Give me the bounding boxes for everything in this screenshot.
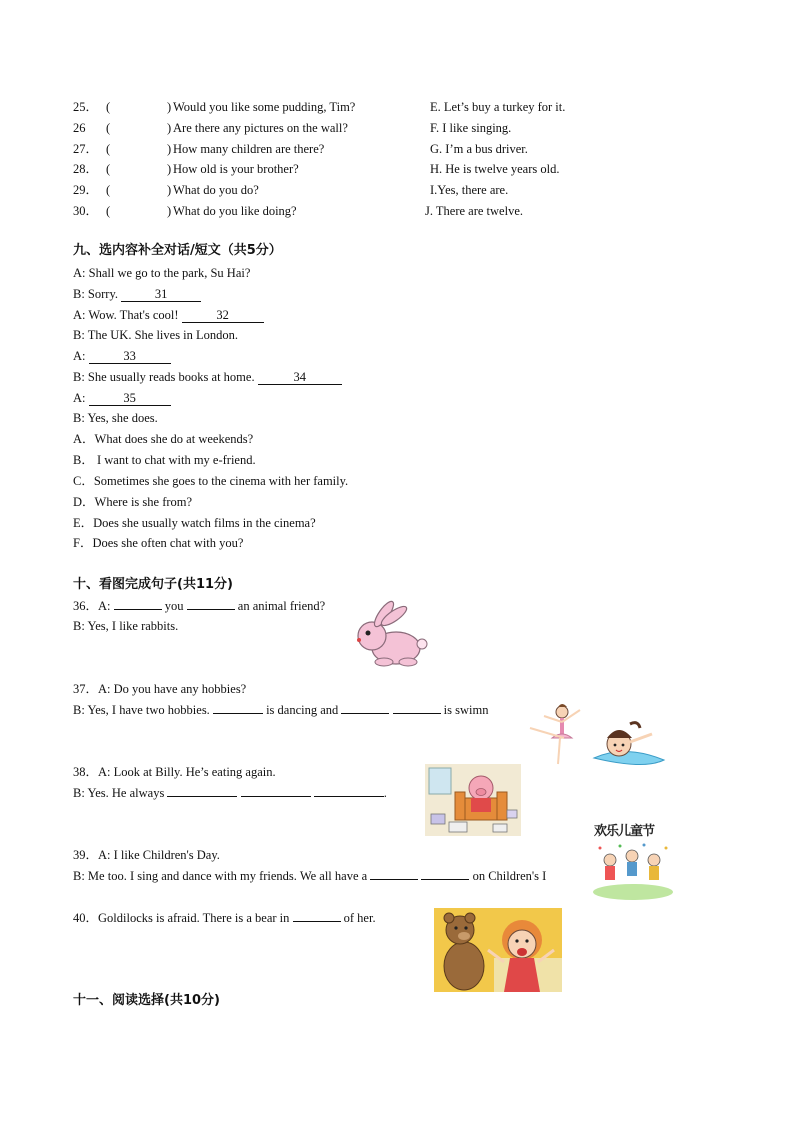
answer-option: F. I like singing. [430,121,512,135]
question-37-a: 37．A: Do you have any hobbies? [73,682,247,696]
answer-option: J. There are twelve. [425,204,523,218]
blank-34[interactable]: 34 [258,371,342,385]
question-number: 27． [73,142,99,156]
dialogue-line: A: Wow. That's cool! 32 [73,307,264,323]
answer-paren-close[interactable]: ) [167,142,172,156]
answer-paren-close[interactable]: ) [167,121,172,135]
answer-blank[interactable] [421,879,469,880]
answer-option: G. I’m a bus driver. [430,142,528,156]
dialogue-line: A: Shall we go to the park, Su Hai? [73,266,251,280]
dialogue-line: B: The UK. She lives in London. [73,328,239,342]
question-39-b: B: Me too. I sing and dance with my friends. We all have a on Children's I [73,869,547,883]
question-number: 30． [73,204,99,218]
question-number: 28． [73,162,99,176]
option-item: E．Does she usually watch films in the cinema? [73,516,316,530]
goldilocks-bear-illustration [434,908,562,992]
question-text: Are there any pictures on the wall? [173,121,348,135]
answer-paren-close[interactable]: ) [167,162,172,176]
answer-paren-open[interactable]: ( [106,121,111,135]
question-36-a: 36．A: you an animal friend? [73,599,326,613]
answer-option: I.Yes, there are. [430,183,509,197]
section11-heading: 十一、阅读选择(共10分) [73,993,220,1008]
section10-heading: 十、看图完成句子(共11分) [73,577,233,592]
option-item: C．Sometimes she goes to the cinema with her family. [73,474,349,488]
answer-blank[interactable] [213,713,263,714]
question-36-b: B: Yes, I like rabbits. [73,619,179,633]
dialogue-line: B: She usually reads books at home. 34 [73,369,342,385]
answer-paren-open[interactable]: ( [106,183,111,197]
answer-blank[interactable] [187,609,235,610]
question-number: 25． [73,100,99,114]
childrens-day-banner: 欢乐儿童节 [594,824,655,839]
childrens-day-illustration [592,820,674,900]
answer-paren-close[interactable]: ) [167,204,172,218]
section9-heading: 九、选内容补全对话/短文（共5分） [73,243,282,258]
question-text: What do you like doing? [173,204,297,218]
question-39-a: 39．A: I like Children's Day. [73,848,220,862]
question-text: Would you like some pudding, Tim? [173,100,356,114]
answer-paren-open[interactable]: ( [106,100,111,114]
answer-paren-open[interactable]: ( [106,204,111,218]
dialogue-line: A: 35 [73,390,171,406]
answer-option: E. Let’s buy a turkey for it. [430,100,566,114]
dialogue-line: B: Sorry. 31 [73,286,201,302]
blank-35[interactable]: 35 [89,392,171,406]
answer-paren-close[interactable]: ) [167,183,172,197]
blank-31[interactable]: 31 [121,288,201,302]
answer-blank[interactable] [370,879,418,880]
answer-blank[interactable] [341,713,389,714]
option-item: B． I want to chat with my e-friend. [73,453,256,467]
answer-paren-open[interactable]: ( [106,162,111,176]
question-number: 26 [73,121,86,135]
answer-option: H. He is twelve years old. [430,162,560,176]
option-item: A．What does she do at weekends? [73,432,254,446]
answer-blank[interactable] [293,921,341,922]
option-item: D．Where is she from? [73,495,193,509]
question-38-a: 38．A: Look at Billy. He’s eating again. [73,765,276,779]
answer-paren-close[interactable]: ) [167,100,172,114]
blank-32[interactable]: 32 [182,309,264,323]
answer-blank[interactable] [167,796,237,797]
question-38-b: B: Yes. He always . [73,786,387,800]
rabbit-illustration [350,600,428,670]
question-number: 29． [73,183,99,197]
children-figures [592,842,674,900]
dialogue-line: B: Yes, she does. [73,411,158,425]
blank-33[interactable]: 33 [89,350,171,364]
answer-blank[interactable] [393,713,441,714]
option-item: F．Does she often chat with you? [73,536,244,550]
question-text: How old is your brother? [173,162,299,176]
pig-eating-illustration [425,764,521,836]
dancing-swimming-illustration [522,702,667,772]
answer-blank[interactable] [314,796,384,797]
dialogue-line: A: 33 [73,348,171,364]
question-text: How many children are there? [173,142,325,156]
answer-paren-open[interactable]: ( [106,142,111,156]
question-37-b: B: Yes, I have two hobbies. is dancing and is swimn [73,703,489,717]
answer-blank[interactable] [114,609,162,610]
answer-blank[interactable] [241,796,311,797]
question-40: 40．Goldilocks is afraid. There is a bear in of her. [73,911,376,925]
question-text: What do you do? [173,183,259,197]
